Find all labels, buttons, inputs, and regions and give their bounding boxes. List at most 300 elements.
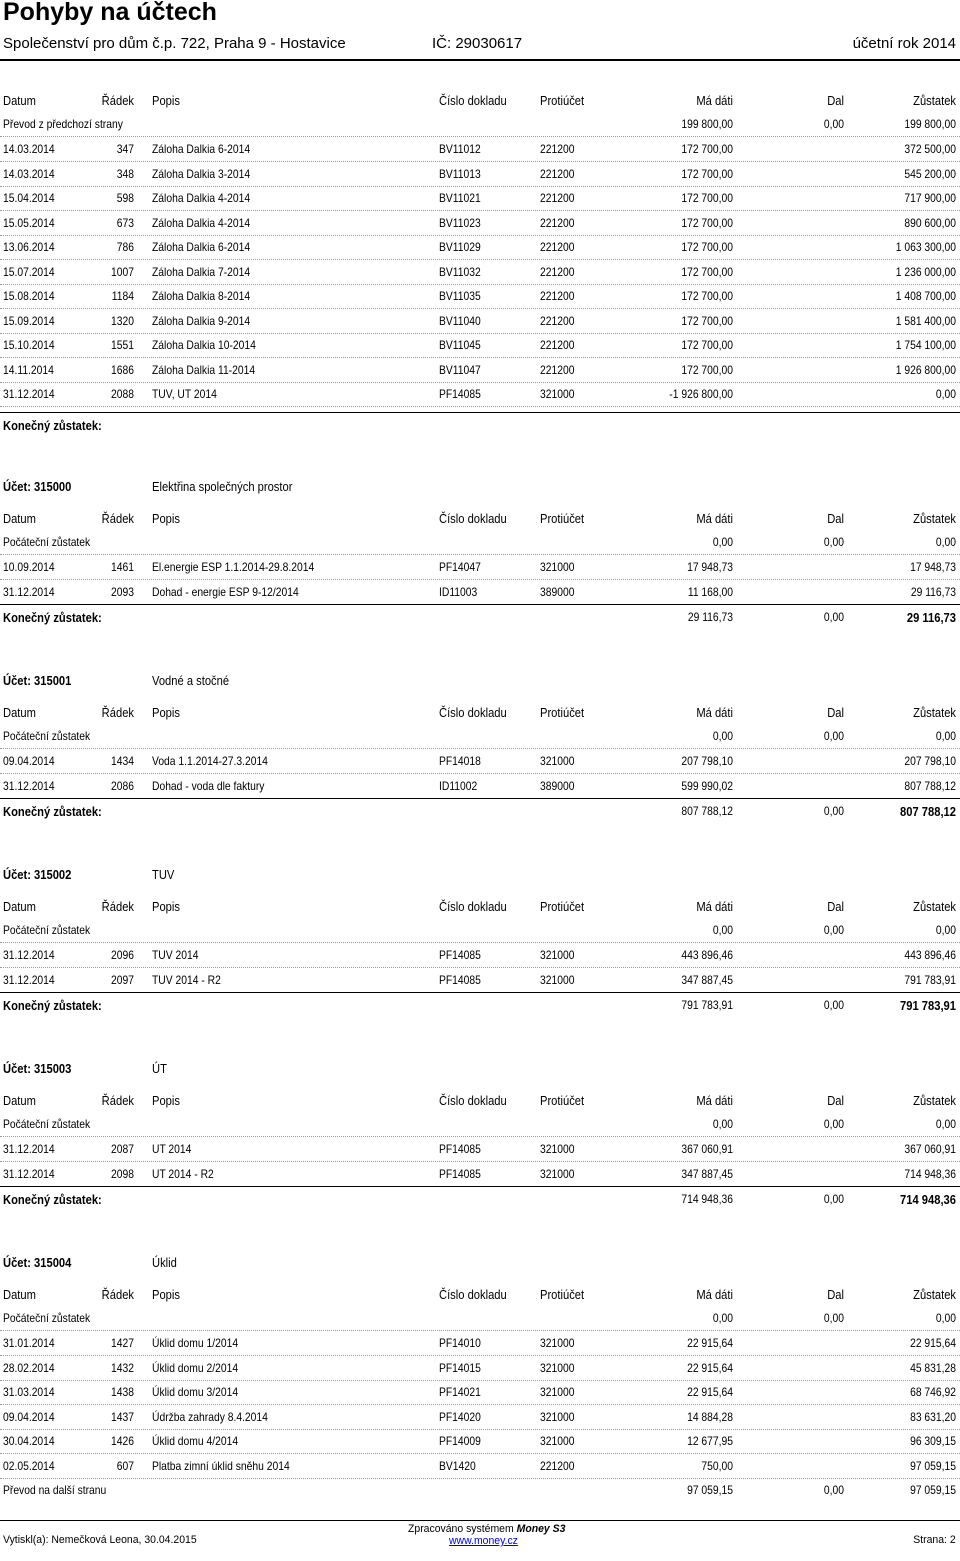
final-balance-row bbox=[0, 992, 960, 1017]
col-balance: 807 788,12 bbox=[900, 804, 956, 819]
col-balance: 0,00 bbox=[935, 729, 956, 743]
table-row bbox=[0, 968, 960, 993]
col-balance: 372 500,00 bbox=[904, 142, 956, 156]
col-balance: 367 060,91 bbox=[904, 1142, 956, 1156]
col-counter-account: 321000 bbox=[540, 1142, 575, 1156]
col-doc-number: PF14018 bbox=[439, 754, 481, 768]
col-date: 15.08.2014 bbox=[3, 289, 55, 303]
account-number: Účet: 315000 bbox=[3, 479, 72, 494]
col-description: Záloha Dalkia 10-2014 bbox=[152, 338, 256, 352]
col-doc-number: PF14020 bbox=[439, 1409, 481, 1424]
table-row bbox=[0, 1356, 960, 1381]
col-balance: 17 948,73 bbox=[910, 560, 956, 574]
fiscal-year: účetní rok 2014 bbox=[852, 35, 956, 52]
header-divider bbox=[0, 59, 960, 61]
product-name: Money S3 bbox=[516, 1523, 566, 1535]
table-row bbox=[0, 284, 960, 309]
col-description: Popis bbox=[152, 93, 180, 108]
col-date: Datum bbox=[3, 511, 36, 526]
col-debit: 29 116,73 bbox=[687, 610, 733, 624]
col-debit: 0,00 bbox=[712, 1117, 733, 1131]
col-description: Záloha Dalkia 3-2014 bbox=[152, 166, 251, 181]
col-date: 28.02.2014 bbox=[3, 1360, 55, 1375]
table-row bbox=[0, 1137, 960, 1162]
col-doc-number: BV1420 bbox=[439, 1458, 476, 1473]
final-balance-row bbox=[0, 604, 960, 629]
col-line: Řádek bbox=[101, 1093, 134, 1108]
processed-by bbox=[408, 1523, 565, 1535]
col-line: Řádek bbox=[101, 93, 134, 108]
col-balance: 1 408 700,00 bbox=[895, 289, 956, 303]
col-doc-number: BV11012 bbox=[439, 142, 481, 156]
col-balance: Zůstatek bbox=[913, 1093, 956, 1108]
col-description: Platba zimní úklid sněhu 2014 bbox=[152, 1458, 290, 1473]
col-date: 10.09.2014 bbox=[3, 560, 55, 574]
col-doc-number: BV11047 bbox=[439, 362, 481, 377]
col-description: Záloha Dalkia 8-2014 bbox=[152, 289, 251, 303]
table-row bbox=[0, 358, 960, 383]
table-row bbox=[0, 555, 960, 580]
col-debit: 199 800,00 bbox=[681, 117, 733, 131]
col-counter-account: 221200 bbox=[540, 166, 575, 181]
col-description: Dohad - voda dle faktury bbox=[152, 778, 265, 793]
col-debit: Má dáti bbox=[696, 705, 733, 720]
summary-label: Počáteční zůstatek bbox=[3, 535, 91, 549]
col-line: Řádek bbox=[101, 511, 134, 526]
col-counter-account: 321000 bbox=[540, 948, 575, 962]
col-line: 1461 bbox=[111, 560, 134, 574]
col-debit: Má dáti bbox=[696, 1093, 733, 1108]
col-debit: 0,00 bbox=[712, 923, 733, 937]
col-balance: 45 831,28 bbox=[910, 1360, 956, 1375]
col-counter-account: 321000 bbox=[540, 560, 575, 574]
col-balance: 0,00 bbox=[935, 1311, 956, 1325]
col-balance: Zůstatek bbox=[913, 1287, 956, 1302]
col-balance: 0,00 bbox=[935, 535, 956, 549]
col-counter-account: 389000 bbox=[540, 584, 575, 599]
col-balance: 791 783,91 bbox=[904, 972, 956, 987]
col-balance: 0,00 bbox=[935, 1117, 956, 1131]
col-balance: 1 926 800,00 bbox=[895, 362, 956, 377]
col-line: 1184 bbox=[111, 289, 134, 303]
col-balance: 1 236 000,00 bbox=[895, 264, 956, 279]
col-description: Údržba zahrady 8.4.2014 bbox=[152, 1409, 268, 1424]
col-doc-number: BV11029 bbox=[439, 240, 481, 254]
col-credit: 0,00 bbox=[823, 117, 844, 131]
col-counter-account: 221200 bbox=[540, 362, 575, 377]
col-counter-account: 321000 bbox=[540, 1385, 575, 1399]
account-name: Úklid bbox=[152, 1255, 177, 1270]
col-debit: -1 926 800,00 bbox=[669, 387, 733, 401]
account-heading bbox=[0, 1250, 960, 1274]
col-line: 2098 bbox=[111, 1166, 134, 1181]
col-counter-account: 221200 bbox=[540, 142, 575, 156]
col-balance: Zůstatek bbox=[913, 93, 956, 108]
col-debit: 443 896,46 bbox=[681, 948, 733, 962]
column-header-row bbox=[0, 1088, 960, 1112]
col-debit: 11 168,00 bbox=[687, 584, 733, 599]
col-balance: 29 116,73 bbox=[906, 610, 956, 625]
col-balance: 97 059,15 bbox=[910, 1458, 956, 1473]
col-line: 1437 bbox=[111, 1409, 134, 1424]
col-balance: 791 783,91 bbox=[900, 998, 956, 1013]
col-date: 31.12.2014 bbox=[3, 972, 55, 987]
col-balance: Zůstatek bbox=[913, 511, 956, 526]
col-doc-number: Číslo dokladu bbox=[439, 511, 507, 526]
col-balance: 22 915,64 bbox=[910, 1336, 956, 1350]
table-row bbox=[0, 162, 960, 187]
col-description: Záloha Dalkia 7-2014 bbox=[152, 264, 251, 279]
col-counter-account: 221200 bbox=[540, 215, 575, 230]
col-counter-account: 221200 bbox=[540, 264, 575, 279]
col-debit: Má dáti bbox=[696, 511, 733, 526]
col-line: 598 bbox=[116, 191, 134, 205]
summary-label: Konečný zůstatek: bbox=[3, 804, 102, 819]
col-debit: 172 700,00 bbox=[681, 142, 733, 156]
col-description: Záloha Dalkia 9-2014 bbox=[152, 313, 251, 328]
company-name: Společenství pro dům č.p. 722, Praha 9 - Hostavice bbox=[3, 35, 346, 52]
summary-label: Konečný zůstatek: bbox=[3, 418, 102, 433]
table-row bbox=[0, 235, 960, 260]
table-row bbox=[0, 309, 960, 334]
col-date: 14.03.2014 bbox=[3, 142, 55, 156]
table-row bbox=[0, 1429, 960, 1454]
col-doc-number: BV11032 bbox=[439, 264, 481, 279]
col-line: 1434 bbox=[111, 754, 134, 768]
account-number: Účet: 315001 bbox=[3, 673, 72, 688]
col-balance: 96 309,15 bbox=[910, 1434, 956, 1448]
col-debit: 22 915,64 bbox=[687, 1385, 733, 1399]
col-date: Datum bbox=[3, 899, 36, 914]
column-header-row bbox=[0, 88, 960, 112]
col-doc-number: BV11045 bbox=[439, 338, 481, 352]
col-counter-account: 221200 bbox=[540, 338, 575, 352]
col-line: Řádek bbox=[101, 705, 134, 720]
col-date: 15.05.2014 bbox=[3, 215, 55, 230]
col-date: 15.09.2014 bbox=[3, 313, 55, 328]
col-doc-number: BV11040 bbox=[439, 313, 481, 328]
col-counter-account: 221200 bbox=[540, 1458, 575, 1473]
col-credit: 0,00 bbox=[823, 1192, 844, 1206]
col-description: Popis bbox=[152, 1093, 180, 1108]
col-credit: 0,00 bbox=[823, 729, 844, 743]
col-balance: 0,00 bbox=[935, 387, 956, 401]
col-description: Popis bbox=[152, 899, 180, 914]
account-heading bbox=[0, 1056, 960, 1080]
col-counter-account: Protiúčet bbox=[540, 511, 585, 526]
col-description: Popis bbox=[152, 705, 180, 720]
col-debit: 207 798,10 bbox=[681, 754, 733, 768]
col-balance: 443 896,46 bbox=[904, 948, 956, 962]
col-counter-account: 321000 bbox=[540, 1336, 575, 1350]
col-debit: 22 915,64 bbox=[687, 1336, 733, 1350]
col-credit: Dal bbox=[827, 93, 844, 108]
col-doc-number: PF14010 bbox=[439, 1336, 481, 1350]
col-debit: 97 059,15 bbox=[687, 1483, 733, 1497]
col-description: UT 2014 - R2 bbox=[152, 1166, 214, 1181]
account-heading bbox=[0, 862, 960, 886]
col-debit: Má dáti bbox=[696, 899, 733, 914]
col-doc-number: BV11023 bbox=[439, 215, 481, 230]
col-balance: 717 900,00 bbox=[904, 191, 956, 205]
col-line: 1427 bbox=[111, 1336, 134, 1350]
col-date: 09.04.2014 bbox=[3, 754, 55, 768]
col-line: 1007 bbox=[111, 264, 134, 279]
col-balance: 807 788,12 bbox=[904, 778, 956, 793]
col-doc-number: PF14047 bbox=[439, 560, 481, 574]
account-name: Elektřina společných prostor bbox=[152, 479, 293, 494]
col-counter-account: 321000 bbox=[540, 972, 575, 987]
summary-label: Počáteční zůstatek bbox=[3, 729, 91, 743]
col-description: Popis bbox=[152, 511, 180, 526]
col-line: 1686 bbox=[111, 362, 134, 377]
account-number: Účet: 315002 bbox=[3, 867, 72, 882]
table-row bbox=[0, 382, 960, 407]
printed-by: Vytiskl(a): Nemečková Leona, 30.04.2015 bbox=[3, 1534, 197, 1546]
table-row bbox=[0, 1405, 960, 1430]
col-line: 2093 bbox=[111, 584, 134, 599]
col-counter-account: 321000 bbox=[540, 1434, 575, 1448]
col-line: Řádek bbox=[101, 1287, 134, 1302]
opening-balance-row bbox=[0, 1306, 960, 1331]
col-counter-account: 321000 bbox=[540, 754, 575, 768]
col-debit: 22 915,64 bbox=[687, 1360, 733, 1375]
summary-label: Konečný zůstatek: bbox=[3, 610, 102, 625]
col-doc-number: BV11013 bbox=[439, 166, 481, 181]
col-doc-number: Číslo dokladu bbox=[439, 93, 507, 108]
col-debit: 17 948,73 bbox=[687, 560, 733, 574]
col-description: Záloha Dalkia 4-2014 bbox=[152, 215, 251, 230]
col-description: Záloha Dalkia 4-2014 bbox=[152, 191, 251, 205]
col-line: 2087 bbox=[111, 1142, 134, 1156]
col-date: 02.05.2014 bbox=[3, 1458, 55, 1473]
col-doc-number: BV11021 bbox=[439, 191, 481, 205]
col-doc-number: Číslo dokladu bbox=[439, 1093, 507, 1108]
col-date: Datum bbox=[3, 93, 36, 108]
col-balance: 199 800,00 bbox=[904, 117, 956, 131]
col-date: Datum bbox=[3, 705, 36, 720]
col-debit: 807 788,12 bbox=[681, 804, 733, 818]
final-balance-row bbox=[0, 798, 960, 823]
col-line: 347 bbox=[116, 142, 134, 156]
col-date: 13.06.2014 bbox=[3, 240, 55, 254]
table-row bbox=[0, 260, 960, 285]
table-row bbox=[0, 1454, 960, 1479]
col-debit: Má dáti bbox=[696, 93, 733, 108]
col-date: 31.03.2014 bbox=[3, 1385, 55, 1399]
col-counter-account: 321000 bbox=[540, 1409, 575, 1424]
col-counter-account: Protiúčet bbox=[540, 93, 585, 108]
col-balance: 890 600,00 bbox=[904, 215, 956, 230]
col-debit: Má dáti bbox=[696, 1287, 733, 1302]
col-balance: Zůstatek bbox=[913, 899, 956, 914]
col-credit: Dal bbox=[827, 1287, 844, 1302]
col-date: 31.12.2014 bbox=[3, 584, 55, 599]
col-description: Úklid domu 4/2014 bbox=[152, 1434, 239, 1448]
col-line: 786 bbox=[116, 240, 134, 254]
summary-label: Konečný zůstatek: bbox=[3, 1192, 102, 1207]
company-ic: IČ: 29030617 bbox=[432, 35, 523, 52]
col-description: Úklid domu 2/2014 bbox=[152, 1360, 239, 1375]
col-counter-account: Protiúčet bbox=[540, 705, 585, 720]
col-credit: 0,00 bbox=[823, 1117, 844, 1131]
col-doc-number: Číslo dokladu bbox=[439, 705, 507, 720]
col-counter-account: 221200 bbox=[540, 313, 575, 328]
summary-label: Počáteční zůstatek bbox=[3, 923, 91, 937]
col-debit: 367 060,91 bbox=[681, 1142, 733, 1156]
col-description: Záloha Dalkia 11-2014 bbox=[152, 362, 256, 377]
col-counter-account: Protiúčet bbox=[540, 1287, 585, 1302]
col-date: 31.12.2014 bbox=[3, 1166, 55, 1181]
col-doc-number: PF14009 bbox=[439, 1434, 481, 1448]
col-debit: 599 990,02 bbox=[681, 778, 733, 793]
final-balance-row bbox=[0, 1186, 960, 1211]
col-counter-account: 389000 bbox=[540, 778, 575, 793]
col-debit: 347 887,45 bbox=[681, 1166, 733, 1181]
column-header-row bbox=[0, 1282, 960, 1306]
col-balance: 29 116,73 bbox=[910, 584, 956, 599]
col-debit: 172 700,00 bbox=[681, 338, 733, 352]
col-doc-number: PF14085 bbox=[439, 948, 481, 962]
col-date: Datum bbox=[3, 1093, 36, 1108]
col-balance: 83 631,20 bbox=[910, 1409, 956, 1424]
opening-balance-row bbox=[0, 1112, 960, 1137]
col-debit: 172 700,00 bbox=[681, 289, 733, 303]
col-balance: 0,00 bbox=[935, 923, 956, 937]
page-footer bbox=[0, 1520, 960, 1561]
table-row bbox=[0, 211, 960, 236]
col-debit: 714 948,36 bbox=[681, 1192, 733, 1206]
col-debit: 172 700,00 bbox=[681, 166, 733, 181]
col-line: 1438 bbox=[111, 1385, 134, 1399]
col-date: 30.04.2014 bbox=[3, 1434, 55, 1448]
col-credit: Dal bbox=[827, 1093, 844, 1108]
col-debit: 0,00 bbox=[712, 729, 733, 743]
table-row bbox=[0, 1331, 960, 1356]
col-balance: 68 746,92 bbox=[910, 1385, 956, 1399]
col-description: Voda 1.1.2014-27.3.2014 bbox=[152, 754, 268, 768]
col-description: Popis bbox=[152, 1287, 180, 1302]
col-credit: 0,00 bbox=[823, 998, 844, 1012]
col-counter-account: 221200 bbox=[540, 191, 575, 205]
col-line: 1551 bbox=[111, 338, 134, 352]
summary-label: Konečný zůstatek: bbox=[3, 998, 102, 1013]
col-description: TUV 2014 bbox=[152, 948, 199, 962]
page-title: Pohyby na účtech bbox=[3, 0, 217, 26]
opening-balance-row bbox=[0, 918, 960, 943]
col-date: 09.04.2014 bbox=[3, 1409, 55, 1424]
col-debit: 791 783,91 bbox=[681, 998, 733, 1012]
table-row bbox=[0, 1162, 960, 1187]
col-credit: 0,00 bbox=[823, 1483, 844, 1497]
col-counter-account: 221200 bbox=[540, 240, 575, 254]
col-balance: 545 200,00 bbox=[904, 166, 956, 181]
col-date: 14.03.2014 bbox=[3, 166, 55, 181]
col-balance: 1 581 400,00 bbox=[895, 313, 956, 328]
col-line: Řádek bbox=[101, 899, 134, 914]
col-counter-account: 221200 bbox=[540, 289, 575, 303]
col-description: TUV, UT 2014 bbox=[152, 387, 217, 401]
col-debit: 347 887,45 bbox=[681, 972, 733, 987]
col-date: 14.11.2014 bbox=[3, 362, 54, 377]
col-balance: 207 798,10 bbox=[904, 754, 956, 768]
opening-balance-row bbox=[0, 724, 960, 749]
col-description: Úklid domu 1/2014 bbox=[152, 1336, 239, 1350]
col-line: 2096 bbox=[111, 948, 134, 962]
col-counter-account: 321000 bbox=[540, 1166, 575, 1181]
account-name: ÚT bbox=[152, 1061, 167, 1076]
account-heading bbox=[0, 474, 960, 498]
col-description: Záloha Dalkia 6-2014 bbox=[152, 240, 251, 254]
col-counter-account: 321000 bbox=[540, 387, 575, 401]
col-doc-number: ID11003 bbox=[439, 584, 478, 599]
col-debit: 750,00 bbox=[701, 1458, 733, 1473]
col-debit: 172 700,00 bbox=[681, 362, 733, 377]
table-row bbox=[0, 137, 960, 162]
summary-label: Počáteční zůstatek bbox=[3, 1117, 91, 1131]
col-debit: 0,00 bbox=[712, 535, 733, 549]
col-description: El.energie ESP 1.1.2014-29.8.2014 bbox=[152, 560, 315, 574]
col-line: 2086 bbox=[111, 778, 134, 793]
col-debit: 172 700,00 bbox=[681, 264, 733, 279]
col-description: Záloha Dalkia 6-2014 bbox=[152, 142, 251, 156]
col-doc-number: PF14085 bbox=[439, 1166, 481, 1181]
table-row bbox=[0, 749, 960, 774]
col-balance: Zůstatek bbox=[913, 705, 956, 720]
carry-in-row bbox=[0, 112, 960, 137]
col-line: 2097 bbox=[111, 972, 134, 987]
account-number: Účet: 315004 bbox=[3, 1255, 72, 1270]
col-credit: Dal bbox=[827, 899, 844, 914]
col-credit: 0,00 bbox=[823, 610, 844, 624]
website-link[interactable]: www.money.cz bbox=[449, 1535, 518, 1547]
carry-out-row bbox=[0, 1478, 960, 1502]
col-debit: 172 700,00 bbox=[681, 191, 733, 205]
col-date: 15.04.2014 bbox=[3, 191, 55, 205]
col-credit: 0,00 bbox=[823, 1311, 844, 1325]
table-row bbox=[0, 774, 960, 799]
col-credit: Dal bbox=[827, 705, 844, 720]
account-number: Účet: 315003 bbox=[3, 1061, 72, 1076]
col-line: 1426 bbox=[111, 1434, 134, 1448]
col-balance: 1 063 300,00 bbox=[895, 240, 956, 254]
column-header-row bbox=[0, 506, 960, 530]
col-line: 1432 bbox=[111, 1360, 134, 1375]
col-doc-number: PF14015 bbox=[439, 1360, 481, 1375]
col-doc-number: PF14085 bbox=[439, 972, 481, 987]
summary-label: Převod z předchozí strany bbox=[3, 117, 123, 131]
summary-label: Počáteční zůstatek bbox=[3, 1311, 91, 1325]
table-row bbox=[0, 1380, 960, 1405]
table-row bbox=[0, 186, 960, 211]
col-description: TUV 2014 - R2 bbox=[152, 972, 221, 987]
col-date: 15.07.2014 bbox=[3, 264, 55, 279]
col-credit: 0,00 bbox=[823, 923, 844, 937]
table-row bbox=[0, 943, 960, 968]
summary-label: Převod na další stranu bbox=[3, 1483, 107, 1497]
col-doc-number: Číslo dokladu bbox=[439, 1287, 507, 1302]
col-debit: 12 677,95 bbox=[687, 1434, 733, 1448]
col-debit: 172 700,00 bbox=[681, 215, 733, 230]
col-debit: 172 700,00 bbox=[681, 313, 733, 328]
col-doc-number: Číslo dokladu bbox=[439, 899, 507, 914]
col-doc-number: PF14021 bbox=[439, 1385, 481, 1399]
col-counter-account: Protiúčet bbox=[540, 1093, 585, 1108]
col-line: 2088 bbox=[111, 387, 134, 401]
col-date: 31.12.2014 bbox=[3, 1142, 55, 1156]
col-balance: 97 059,15 bbox=[910, 1483, 956, 1497]
opening-balance-row bbox=[0, 530, 960, 555]
